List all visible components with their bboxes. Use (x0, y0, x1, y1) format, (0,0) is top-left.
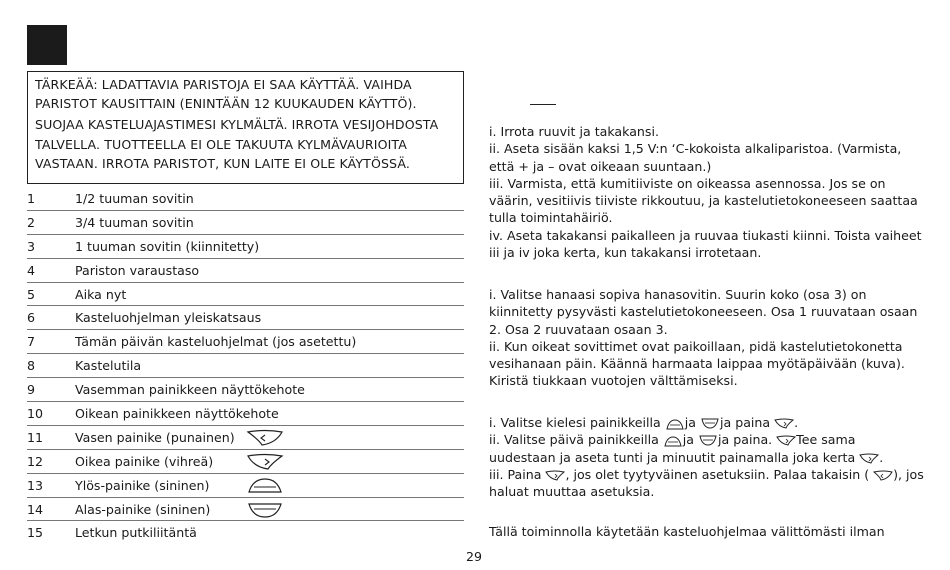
up-button-icon (663, 435, 683, 447)
warning-box (27, 71, 464, 184)
settings-text: ja (684, 415, 700, 430)
part-number: 1 (27, 191, 36, 206)
part-number: 13 (27, 477, 44, 493)
warning-batteries: TÄRKEÄÄ: LADATTAVIA PARISTOJA EI SAA KÄYTTÄÄ. VAIHDA PARISTOT KAUSITTAIN (ENINTÄÄN 12 KUUKAUDEN KÄYTTÖ). (35, 77, 417, 112)
battery-step-2: ii. Aseta sisään kaksi 1,5 V:n ‘C-kokoista alkaliparistoa. (Varmista, että + ja – ovat oikeaan suuntaan.) (489, 141, 902, 174)
final-paragraph (489, 523, 924, 540)
part-label: 1 tuuman sovitin (kiinnitetty) (75, 238, 260, 254)
part-number: 2 (27, 214, 36, 230)
table-row (27, 259, 464, 283)
part-label: Aika nyt (75, 286, 127, 302)
part-label: Oikean painikkeen näyttökehote (75, 406, 279, 422)
up-button-icon (245, 476, 285, 496)
part-label: Kasteluohjelman yleiskatsaus (75, 310, 262, 326)
settings-step-3 (489, 466, 924, 501)
table-row (27, 498, 464, 522)
right-button-icon (776, 435, 796, 447)
settings-instructions (489, 414, 924, 500)
table-row (27, 378, 464, 402)
section-marker-square (27, 25, 67, 65)
part-label: Pariston varaustaso (75, 262, 200, 278)
part-label: 1/2 tuuman sovitin (75, 191, 194, 206)
part-label: Tämän päivän kasteluohjelmat (jos asetettu) (75, 334, 357, 350)
settings-text: iii. Paina (489, 466, 546, 482)
part-number: 10 (27, 406, 44, 422)
table-row (27, 211, 464, 235)
battery-step-4: iv. Aseta takakansi paikalleen ja ruuvaa tiukasti kiinni. Toista vaiheet iii ja iv joka kerta, kun takakansi irrotetaan. (489, 227, 922, 261)
right-button-icon (245, 452, 285, 472)
table-row (27, 235, 464, 259)
part-label: Alas-painike (sininen) (75, 501, 211, 517)
adapter-step-1: i. Valitse hanaasi sopiva hanasovitin. Suurin koko (osa 3) on kiinnitetty pysyvästi kastelutietokoneeseen. Osa 1 ruuvataan osaan 2. Osa 2 ruuvataan osaan 3. (489, 287, 918, 337)
part-number: 5 (27, 286, 36, 302)
left-button-icon (873, 470, 893, 482)
right-button-icon (859, 453, 879, 465)
page-number: 29 (466, 549, 483, 564)
part-number: 14 (27, 501, 44, 517)
heading-underline (530, 104, 556, 105)
table-row (27, 474, 464, 498)
table-row (27, 354, 464, 378)
table-row (27, 330, 464, 354)
part-number: 4 (27, 262, 36, 278)
battery-step-3: iii. Varmista, että kumitiiviste on oikeassa asennossa. Jos se on väärin, vesitiivis tiiviste rikkoutuu, ja kastelutietokoneeseen saattaa tulla toimintahäiriö. (489, 175, 918, 226)
part-number: 3 (27, 238, 36, 254)
settings-text: ), jos haluat muuttaa asetuksia. (489, 466, 924, 500)
settings-text: ii. Valitse päivä painikkeilla (489, 432, 663, 448)
settings-text: ja paina. (718, 432, 777, 448)
part-number: 6 (27, 310, 36, 326)
part-label: Letkun putkiliitäntä (75, 525, 197, 541)
down-button-icon (245, 500, 285, 520)
table-row (27, 450, 464, 474)
part-number: 11 (27, 429, 44, 445)
up-button-icon (665, 418, 685, 430)
battery-step-1: i. Irrota ruuvit ja takakansi. (489, 124, 659, 139)
part-number: 7 (27, 334, 36, 350)
table-row (27, 402, 464, 426)
left-button-icon (245, 428, 285, 448)
battery-instructions (489, 123, 924, 261)
table-row (27, 426, 464, 450)
settings-step-1 (489, 414, 924, 431)
down-button-icon (700, 418, 720, 430)
adapter-instructions (489, 286, 924, 390)
table-row (27, 306, 464, 330)
part-label: Vasen painike (punainen) (75, 429, 235, 445)
settings-text: ja (682, 432, 699, 448)
part-label: Ylös-painike (sininen) (75, 477, 210, 493)
right-button-icon (545, 470, 565, 482)
part-label: Vasemman painikkeen näyttökehote (75, 382, 305, 398)
settings-text: ja paina (720, 415, 775, 430)
down-button-icon (698, 435, 718, 447)
part-label: Kastelutila (75, 358, 142, 374)
part-label: 3/4 tuuman sovitin (75, 214, 194, 230)
table-row (27, 283, 464, 307)
parts-list (27, 187, 464, 545)
part-number: 9 (27, 382, 36, 398)
settings-text: . (879, 449, 884, 465)
part-number: 12 (27, 453, 44, 469)
table-row (27, 187, 464, 211)
warning-frost: SUOJAA KASTELUAJASTIMESI KYLMÄLTÄ. IRROTA VESIJOHDOSTA TALVELLA. TUOTTEELLA EI OLE TAKUUTA KYLMÄVAURIOITA VASTAAN. IRROTA PARISTOT, KUN LAITE EI OLE KÄYTÖSSÄ. (35, 117, 439, 171)
table-row (27, 521, 464, 545)
settings-text: . (794, 415, 799, 430)
final-text: Tällä toiminnolla käytetään kasteluohjelmaa välittömästi ilman (489, 524, 885, 539)
part-label: Oikea painike (vihreä) (75, 453, 214, 469)
adapter-step-2: ii. Kun oikeat sovittimet ovat paikoillaan, pidä kastelutietokonetta vesihanaan päin. Käännä harmaata laippaa myötäpäivään (kuva). Kiristä tiukkaan vuotojen välttämiseksi. (489, 338, 905, 389)
part-number: 8 (27, 358, 36, 374)
settings-text: , jos olet tyytyväinen asetuksiin. Palaa takaisin ( (565, 466, 874, 482)
part-number: 15 (27, 525, 44, 541)
settings-text: i. Valitse kielesi painikkeilla (489, 415, 665, 430)
right-button-icon (774, 418, 794, 430)
settings-step-2 (489, 431, 924, 466)
settings-text: Tee sama uudestaan ja aseta tunti ja minuutit painamalla joka kerta (489, 432, 860, 465)
